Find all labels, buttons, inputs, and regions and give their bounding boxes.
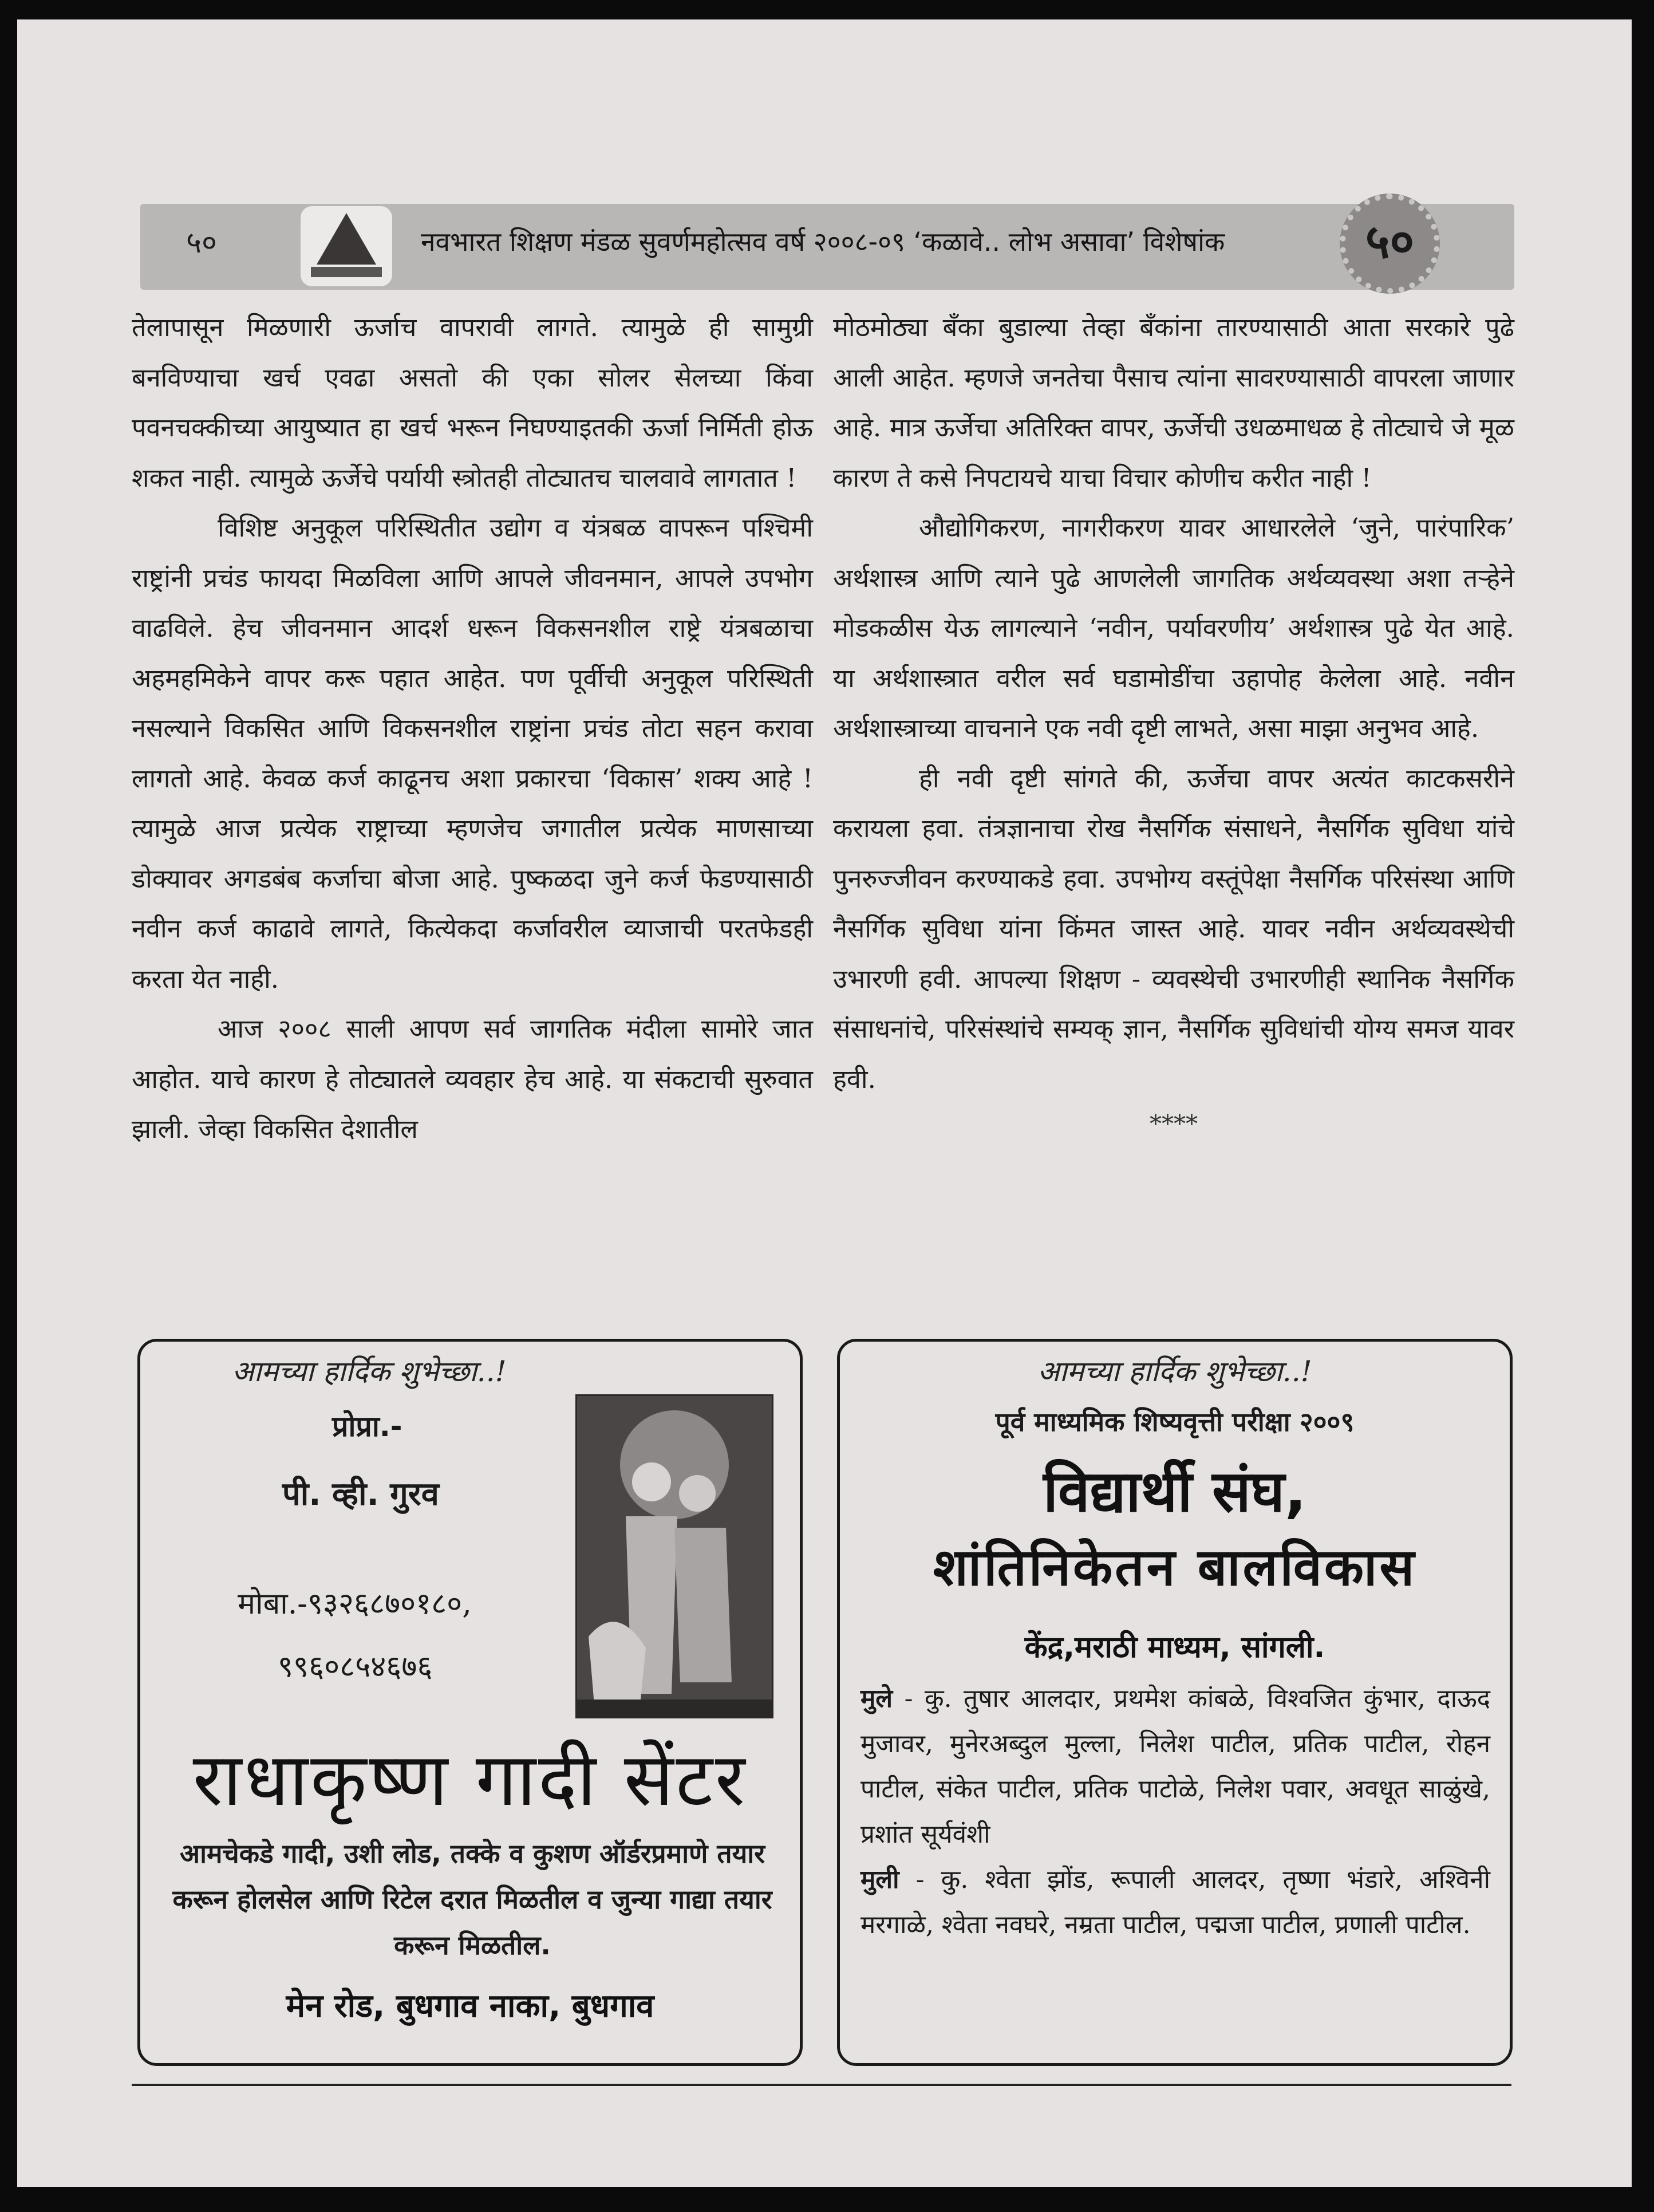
advertisement-vidyarthi-sangh — [837, 1339, 1513, 2066]
shop-description: आमचेकडे गादी, उशी लोड, तक्के व कुशण ऑर्डरप्रमाणे तयार करून होलसेल आणि रिटेल दरात मिळतील व जुन्या गाद्या तयार करून मिळतील. — [172, 1838, 772, 1961]
organization-location: केंद्र,मराठी माध्यम, सांगली. — [1024, 1630, 1325, 1665]
organization-name: विद्यार्थी संघ, — [1043, 1458, 1306, 1525]
bottom-divider — [132, 2084, 1511, 2086]
page-header — [140, 204, 1514, 290]
advertisement-gadi-center — [137, 1339, 803, 2066]
article-paragraph: आज २००८ साली आपण सर्व जागतिक मंदीला सामोरे जात आहोत. याचे कारण हे तोट्यातले व्यवहार हेच आहे. या संकटाची सुरुवात झाली. जेव्हा विकसित देशातील — [132, 1014, 813, 1144]
boys-label: मुले — [860, 1684, 893, 1713]
magazine-page — [17, 19, 1632, 2187]
mobile-number-alt: ९९६०८५४६७६ — [278, 1650, 433, 1684]
student-names — [860, 1676, 1490, 1947]
header-title: नवभारत शिक्षण मंडळ सुवर्णमहोत्सव वर्ष २००८-०९ ‘कळावे.. लोभ असावा’ विशेषांक — [421, 226, 1225, 257]
institution-emblem-icon — [301, 206, 392, 286]
article-right-column — [833, 302, 1514, 1144]
page-number: ५० — [186, 226, 218, 260]
shop-address: मेन रोड, बुधगाव नाका, बुधगाव — [286, 1988, 654, 2025]
shop-name: राधाकृष्ण गादी सेंटर — [192, 1737, 748, 1823]
article-paragraph: ही नवी दृष्टी सांगते की, ऊर्जेचा वापर अत्यंत काटकसरीने करायला हवा. तंत्रज्ञानाचा रोख नैसर्गिक संसाधने, नैसर्गिक सुविधा यांचे पुनरुज्जीवन करण्याकडे हवा. उपभोग्य वस्तूंपेक्षा नैसर्गिक परिसंस्था आणि नैसर्गिक सुविधा यांना किंमत जास्त आहे. यावर नवीन अर्थव्यवस्थेची उभारणी हवी. आपल्या शिक्षण - व्यवस्थेची उभारणीही स्थानिक नैसर्गिक संसाधनांचे, परिसंस्थांचे सम्यक् ज्ञान, नैसर्गिक सुविधांची योग्य समज यावर हवी. — [833, 763, 1514, 1094]
deity-photo — [575, 1394, 773, 1718]
article-paragraph: तेलापासून मिळणारी ऊर्जाच वापरावी लागते. त्यामुळे ही सामुग्री बनविण्याचा खर्च एवढा असतो की एका सोलर सेलच्या किंवा पवनचक्कीच्या आयुष्यात हा खर्च भरून निघण्याइतकी ऊर्जा निर्मिती होऊ शकत नाही. त्यामुळे ऊर्जेचे पर्यायी स्त्रोतही तोट्यातच चालवावे लागतात ! — [132, 312, 813, 493]
organization-name-line2: शांतिनिकेतन बालविकास — [933, 1537, 1417, 1598]
article-paragraph: विशिष्ट अनुकूल परिस्थितीत उद्योग व यंत्रबळ वापरून पश्चिमी राष्ट्रांनी प्रचंड फायदा मिळविला आणि आपले जीवनमान, आपले उपभोग वाढविले. हेच जीवनमान आदर्श धरून विकसनशील राष्ट्रे यंत्रबळाचा अहमहमिकेने वापर करू पहात आहेत. पण पूर्वीची अनुकूल परिस्थिती नसल्याने विकसित आणि विकसनशील राष्ट्रांना प्रचंड तोटा सहन करावा लागतो आहे. केवळ कर्ज काढूनच अशा प्रकारचा ‘विकास’ शक्य आहे ! त्यामुळे आज प्रत्येक राष्ट्राच्या म्हणजेच जगातील प्रत्येक माणसाच्या डोक्यावर अगडबंब कर्जाचा बोजा आहे. पुष्कळदा जुने कर्ज फेडण्यासाठी नवीन कर्ज काढावे लागते, कित्येकदा कर्जावरील व्याजाची परतफेडही करता येत नाही. — [132, 512, 813, 994]
mobile-number: मोबा.-९३२६८७०१८०, — [238, 1587, 472, 1621]
radha-krishna-image-icon — [577, 1396, 772, 1717]
boys-list — [860, 1676, 1490, 1857]
article-paragraph: औद्योगिकरण, नागरीकरण यावर आधारलेले ‘जुने, पारंपारिक’ अर्थशास्त्र आणि त्याने पुढे आणलेली जागतिक अर्थव्यवस्था अशा तऱ्हेने मोडकळीस येऊ लागल्याने ‘नवीन, पर्यावरणीय’ अर्थशास्त्र पुढे येत आहे. या अर्थशास्त्रात वरील सर्व घडामोडींचा उहापोह केलेला आहे. नवीन अर्थशास्त्राच्या वाचनाने एक नवी दृष्टी लाभते, असा माझा अनुभव आहे. — [833, 512, 1514, 743]
exam-title: पूर्व माध्यमिक शिष्यवृत्ती परीक्षा २००९ — [995, 1406, 1355, 1437]
proprietor-name: पी. व्ही. गुरव — [282, 1476, 439, 1513]
article-left-column — [132, 302, 813, 1154]
golden-jubilee-badge: ५० — [1340, 194, 1440, 294]
ad-greeting: आमच्या हार्दिक शुभेच्छा..! — [1037, 1355, 1312, 1388]
boys-names: - कु. तुषार आलदार, प्रथमेश कांबळे, विश्वजित कुंभार, दाऊद मुजावर, मुनेरअब्दुल मुल्ला, निलेश पाटील, प्रतिक पाटील, रोहन पाटील, संकेत पाटील, प्रतिक पाटोळे, निलेश पवार, अवधूत साळुंखे, प्रशांत सूर्यवंशी — [860, 1684, 1490, 1849]
girls-label: मुली — [860, 1865, 899, 1894]
article-end-mark: **** — [1150, 1110, 1198, 1138]
article-paragraph: मोठमोठ्या बँका बुडाल्या तेव्हा बँकांना तारण्यासाठी आता सरकारे पुढे आली आहेत. म्हणजे जनतेचा पैसाच त्यांना सावरण्यासाठी वापरला जाणार आहे. मात्र ऊर्जेचा अतिरिक्त वापर, ऊर्जेची उधळमाधळ हे तोट्याचे जे मूळ कारण ते कसे निपटायचे याचा विचार कोणीच करीत नाही ! — [833, 312, 1514, 493]
proprietor-label: प्रोप्रा.- — [332, 1410, 402, 1443]
girls-list — [860, 1857, 1490, 1947]
girls-names: - कु. श्वेता झोंड, रूपाली आलदर, तृष्णा भंडारे, अश्विनी मरगाळे, श्वेता नवघरे, नम्रता पाटील, पद्मजा पाटील, प्रणाली पाटील. — [860, 1865, 1490, 1939]
ad-greeting: आमच्या हार्दिक शुभेच्छा..! — [232, 1355, 507, 1388]
